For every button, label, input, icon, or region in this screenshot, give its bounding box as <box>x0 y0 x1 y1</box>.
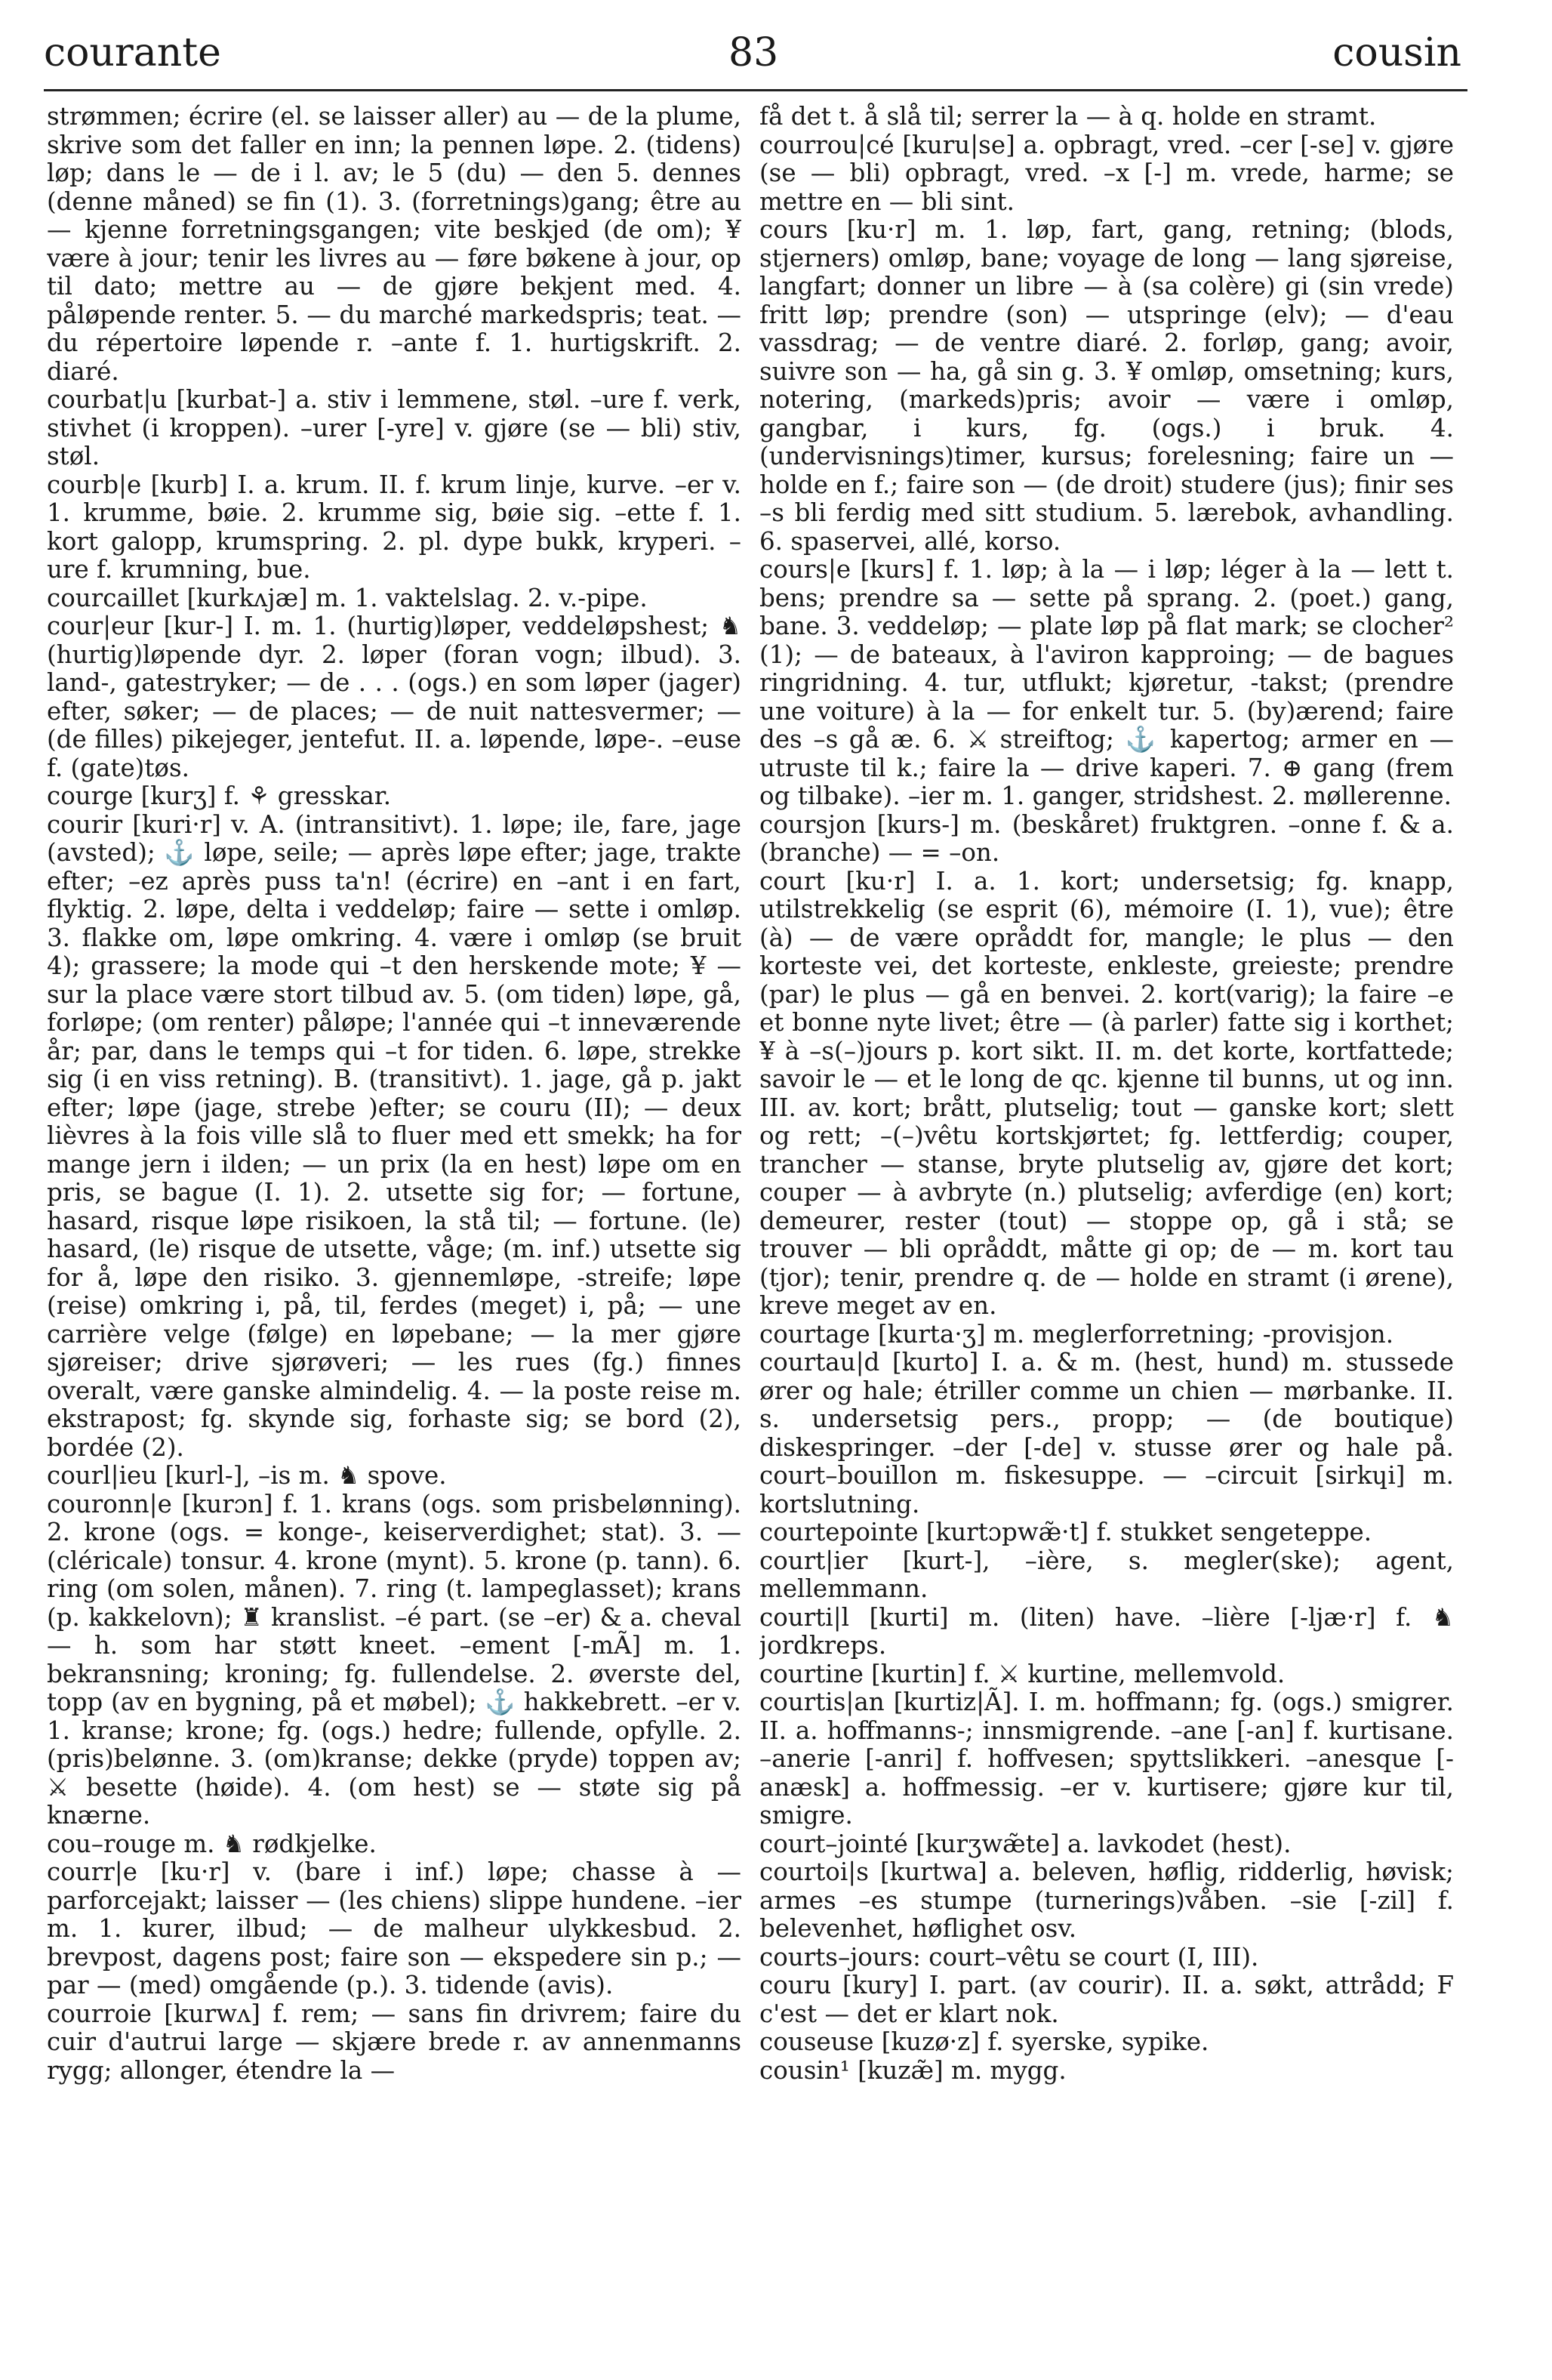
dictionary-entry: cours [ku·r] m. 1. løp, fart, gang, retning; (blods, stjerners) omløp, bane; voyage de long — lang sjøreise, langfart; donner un libre — à (sa colère) gi (sin vrede) fritt løp; prendre (son) — utspringe (elv); — d'eau vassdrag; — de ventre diaré. 2. forløp, gang; avoir, suivre son — ha, gå sin g. 3. ¥ omløp, omsetning; kurs, notering, (markeds)pris; avoir — være i omløp, gangbar, i kurs, fg. (ogs.) i bruk. 4. (undervisnings)timer, kursus; forelesning; faire un — holde en f.; faire son — (de droit) studere (jus); finir ses –s bli ferdig med sitt studium. 5. lærebok, avhandling. 6. spaservei, allé, korso. <box>759 215 1454 556</box>
dictionary-entry: cours|e [kurs] f. 1. løp; à la — i løp; léger à la — lett t. bens; prendre sa — sette på sprang. 2. (poet.) gang, bane. 3. veddeløp; — plate løp på flat mark; se clocher² (1); — de bateaux, à l'aviron kapproing; — de bagues ringridning. 4. tur, utflukt; kjøretur, -takst; (prendre une voiture) à la — for enkelt tur. 5. (by)ærend; faire des –s gå æ. 6. ⚔ streiftog; ⚓ kapertog; armer en — utruste til k.; faire la — drive kaperi. 7. ⊕ gang (frem og tilbake). –ier m. 1. ganger, stridshest. 2. møllerenne. <box>759 555 1454 810</box>
dictionary-entry: court|ier [kurt-], –ière, s. megler(ske); agent, mellemmann. <box>759 1546 1454 1603</box>
dictionary-entry: courbat|u [kurbat-] a. stiv i lemmene, støl. –ure f. verk, stivhet (i kroppen). –urer [-yre] v. gjøre (se — bli) stiv, støl. <box>47 385 741 470</box>
header-last-word: cousin <box>1332 30 1461 76</box>
dictionary-entry: courts–jours: court–vêtu se court (I, III). <box>759 1942 1259 1972</box>
dictionary-entry: courroie [kurwʌ] f. rem; — sans fin drivrem; faire du cuir d'autrui large — skjære brede r. av annenmanns rygg; allonger, étendre la — <box>47 1999 741 2085</box>
dictionary-entry: courtepointe [kurtɔpwæ̃·t] f. stukket sengeteppe. <box>759 1518 1372 1546</box>
dictionary-entry: courtage [kurta·ʒ] m. meglerforretning; -provisjon. <box>759 1319 1394 1349</box>
dictionary-entry: cour|eur [kur-] I. m. 1. (hurtig)løper, veddeløpshest; ♞ (hurtig)løpende dyr. 2. løper (foran vogn; ilbud). 3. land-, gatestryker; — de . . . (ogs.) en som løper (jager) efter, søker; — de places; — de nuit nattesvermer; — (de filles) pikejeger, jentefut. II. a. løpende, løpe-. –euse f. (gate)tøs. <box>47 612 741 782</box>
dictionary-entry: couronn|e [kurɔn] f. 1. krans (ogs. som prisbelønning). 2. krone (ogs. = konge-, keiserverdighet; stat). 3. — (cléricale) tonsur. 4. krone (mynt). 5. krone (p. tann). 6. ring (om solen, månen). 7. ring (t. lampeglasset); krans (p. kakkelovn); ♜ kranslist. –é part. (se –er) & a. cheval — h. som har støtt kneet. –ement [-mÃ] m. 1. bekransning; kroning; fg. fullendelse. 2. øverste del, topp (av en bygning, på et møbel); ⚓ hakkebrett. –er v. 1. kranse; krone; fg. (ogs.) hedre; fullende, opfylle. 2. (pris)belønne. 3. (om)kranse; dekke (pryde) toppen av; ⚔ besette (høide). 4. (om hest) se — støte sig på knærne. <box>47 1489 741 1830</box>
dictionary-entry: courti|l [kurti] m. (liten) have. –lière [-ljæ·r] f. ♞ jordkreps. <box>759 1602 1454 1660</box>
dictionary-entry: courge [kurʒ] f. ⚘ gresskar. <box>47 782 392 810</box>
dictionary-entry: courtine [kurtin] f. ⚔ kurtine, mellemvold. <box>759 1659 1286 1688</box>
dictionary-entry: couseuse [kuzø·z] f. syerske, sypike. <box>759 2027 1209 2056</box>
dictionary-entry: courir [kuri·r] v. A. (intransitivt). 1. løpe; ile, fare, jage (avsted); ⚓ løpe, seile; — après løpe efter; jage, trakte efter; –ez après puss ta'n! (écrire) en –ant i en fart, flyktig. 2. løpe, delta i veddeløp; faire — sette i omløp. 3. flakke om, løpe omkring. 4. være i omløp (se bruit 4); grassere; la mode qui –t den herskende mote; ¥ — sur la place være stort tilbud av. 5. (om tiden) løpe, gå, forløpe; (om renter) påløpe; l'année qui –t inneværende år; par, dans le temps qui –t for tiden. 6. løpe, strekke sig (i en viss retning). B. (transitivt). 1. jage, gå p. jakt efter; løpe (jage, strebe )efter; se couru (II); — deux lièvres à la fois ville slå to fluer med ett smekk; ha for mange jern i ilden; — un prix (la en hest) løpe om en pris, se bague (I. 1). 2. utsette sig for; — fortune, hasard, risque løpe risikoen, la stå til; — fortune. (le) hasard, (le) risque de utsette, våge; (m. inf.) utsette sig for å, løpe den risiko. 3. gjennemløpe, -streife; løpe (reise) omkring i, på, til, ferdes (meget) i, på; — une carrière velge (følge) en løpebane; — la mer gjøre sjøreiser; drive sjørøveri; — les rues (fg.) finnes overalt, være ganske almindelig. 4. — la poste reise m. ekstrapost; fg. skynde sig, forhaste sig; se bord (2), bordée (2). <box>47 809 741 1462</box>
dictionary-entry: cousin¹ [kuzæ̃] m. mygg. <box>759 2055 1067 2085</box>
left-column <box>47 103 741 2357</box>
dictionary-entry: courl|ieu [kurl-], –is m. ♞ spove. <box>47 1461 447 1490</box>
dictionary-entry: courr|e [ku·r] v. (bare i inf.) løpe; chasse à — parforcejakt; laisser — (les chiens) slippe hundene. –ier m. 1. kurer, ilbud; — de malheur ulykkesbud. 2. brevpost, dagens post; faire son — ekspedere sin p.; — par — (med) omgående (p.). 3. tidende (avis). <box>47 1857 741 1999</box>
dictionary-entry: courtau|d [kurto] I. a. & m. (hest, hund) m. stussede ører og hale; étriller comme un chien — mørbanke. II. s. undersetsig pers., propp; — (de boutique) diskespringer. –der [-de] v. stusse ører og hale på. court–bouillon m. fiskesuppe. — –circuit [sirkɥi] m. kortslutning. <box>759 1348 1454 1518</box>
dictionary-entry: strømmen; écrire (el. se laisser aller) au — de la plume, skrive som det faller en inn; la pennen løpe. 2. (tidens) løp; dans le — de i l. av; le 5 (du) — den 5. dennes (denne måned) se fin (1). 3. (forretnings)gang; être au — kjenne forretningsgangen; vite beskjed (de om); ¥ være à jour; tenir les livres au — føre bøkene à jour, op til dato; mettre au — de gjøre bekjent med. 4. påløpende renter. 5. — du marché markedspris; teat. — du répertoire løpende r. –ante f. 1. hurtigskrift. 2. diaré. <box>47 103 741 386</box>
dictionary-entry: courrou|cé [kuru|se] a. opbragt, vred. –cer [-se] v. gjøre (se — bli) opbragt, vred. –x [-] m. vrede, harme; se mettre en — bli sint. <box>759 130 1454 216</box>
page-number: 83 <box>728 30 779 76</box>
dictionary-entry: coursjon [kurs-] m. (beskåret) fruktgren. –onne f. & a. (branche) — = –on. <box>759 809 1454 867</box>
dictionary-entry: couru [kury] I. part. (av courir). II. a. søkt, attrådd; F c'est — det er klart nok. <box>759 1971 1454 2028</box>
dictionary-entry: cou–rouge m. ♞ rødkjelke. <box>47 1829 377 1858</box>
dictionary-entry: courtis|an [kurtiz|Ã]. I. m. hoffmann; fg. (ogs.) smigrer. II. a. hoffmanns-; innsmigrende. –ane [-an] f. kurtisane. –anerie [-anri] f. hoffvesen; spyttslikkeri. –anesque [-anæsk] a. hoffmessig. –er v. kurtisere; gjøre kur til, smigre. <box>759 1688 1454 1830</box>
dictionary-entry: courb|e [kurb] I. a. krum. II. f. krum linje, kurve. –er v. 1. krumme, bøie. 2. krumme sig, bøie sig. –ette f. 1. kort galopp, krumspring. 2. pl. dype bukk, kryperi. –ure f. krumning, bue. <box>47 470 741 584</box>
dictionary-entry: courcaillet [kurkʌjæ] m. 1. vaktelslag. 2. v.-pipe. <box>47 583 648 612</box>
dictionary-entry: courtoi|s [kurtwa] a. beleven, høflig, ridderlig, høvisk; armes –es stumpe (turnerings)våben. –sie [-zil] f. belevenhet, høflighet osv. <box>759 1857 1454 1943</box>
dictionary-entry: få det t. å slå til; serrer la — à q. holde en stramt. <box>759 103 1377 131</box>
header-first-word: courante <box>44 30 221 76</box>
dictionary-entry: court–jointé [kurʒwæ̃te] a. lavkodet (hest). <box>759 1829 1292 1858</box>
header-rule <box>44 89 1467 91</box>
right-column <box>759 103 1454 2357</box>
dictionary-entry: court [ku·r] I. a. 1. kort; undersetsig; fg. knapp, utilstrekkelig (se esprit (6), mémoire (I. 1), vue); être (à) — de være opråddt for, mangle; le plus — den korteste vei, det korteste, enkleste, greieste; prendre (par) le plus — gå en benvei. 2. kort(varig); la faire –e et bonne nyte livet; être — (à parler) fatte sig i korthet; ¥ à –s(–)jours p. kort sikt. II. m. det korte, kortfattede; savoir le — et le long de qc. kjenne til bunns, ut og inn. III. av. kort; brått, plutselig; tout — ganske kort; slett og rett; –(–)vêtu kortskjørtet; fg. lettferdig; couper, trancher — stanse, bryte plutselig av, gjøre det kort; couper — à avbryte (n.) plutselig; avferdige (en) kort; demeurer, rester (tout) — stoppe op, gå i stå; se trouver — bli opråddt, måtte gi op; de — m. kort tau (tjor); tenir, prendre q. de — holde en stramt (i ørene), kreve meget av en. <box>759 866 1454 1320</box>
